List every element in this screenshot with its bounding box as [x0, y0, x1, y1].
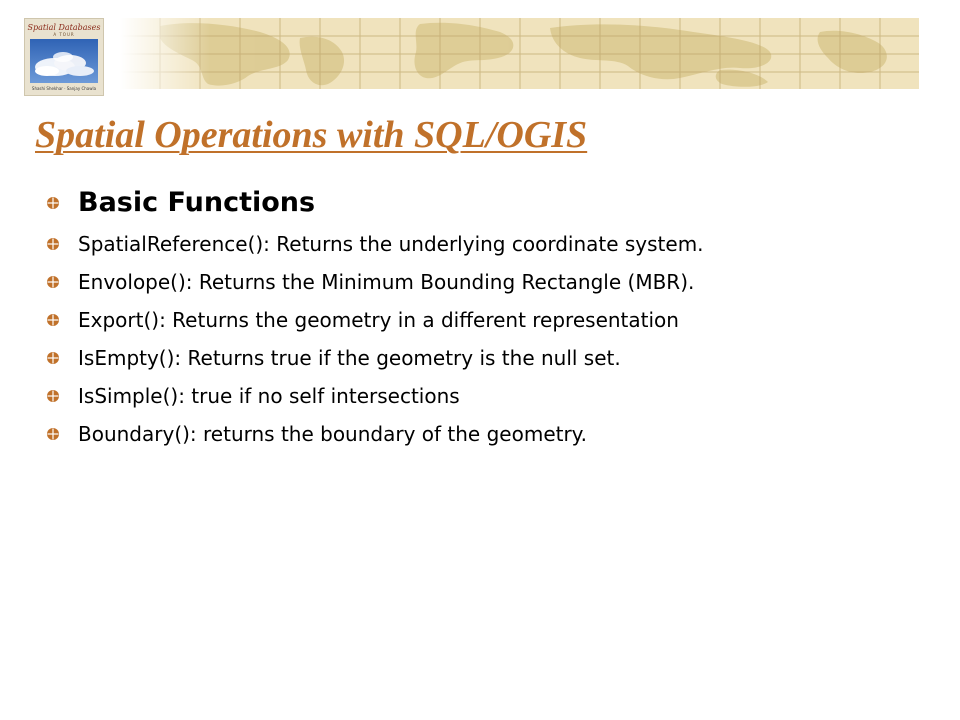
world-map-icon: [120, 18, 919, 89]
bullet-item-text: Export(): Returns the geometry in a different representation: [78, 308, 679, 332]
book-cover-subtitle: A TOUR: [53, 32, 75, 37]
bullet-heading-text: Basic Functions: [78, 187, 316, 218]
circle-cross-bullet-icon: [46, 351, 60, 365]
bullet-item-text: Envolope(): Returns the Minimum Bounding Rectangle (MBR).: [78, 270, 695, 294]
bullet-item-text: Boundary(): returns the boundary of the geometry.: [78, 422, 588, 446]
circle-cross-bullet-icon: [46, 427, 60, 441]
world-map-banner: [120, 18, 919, 89]
circle-cross-bullet-icon: [46, 237, 60, 251]
slide-title: Spatial Operations with SQL/OGIS: [35, 114, 588, 156]
book-cover-image: [24, 18, 104, 96]
book-cover-authors: Shashi Shekhar · Sanjay Chawla: [31, 86, 97, 91]
book-cover-title: Spatial Databases: [27, 23, 101, 32]
circle-cross-bullet-icon: [46, 389, 60, 403]
bullet-item-text: IsEmpty(): Returns true if the geometry is the null set.: [78, 346, 621, 370]
bullet-item-text: IsSimple(): true if no self intersections: [78, 384, 460, 408]
circle-cross-bullet-icon: [46, 196, 60, 210]
circle-cross-bullet-icon: [46, 313, 60, 327]
bullet-item-text: SpatialReference(): Returns the underlying coordinate system.: [78, 232, 704, 256]
banner-fade: [120, 18, 210, 89]
circle-cross-bullet-icon: [46, 275, 60, 289]
